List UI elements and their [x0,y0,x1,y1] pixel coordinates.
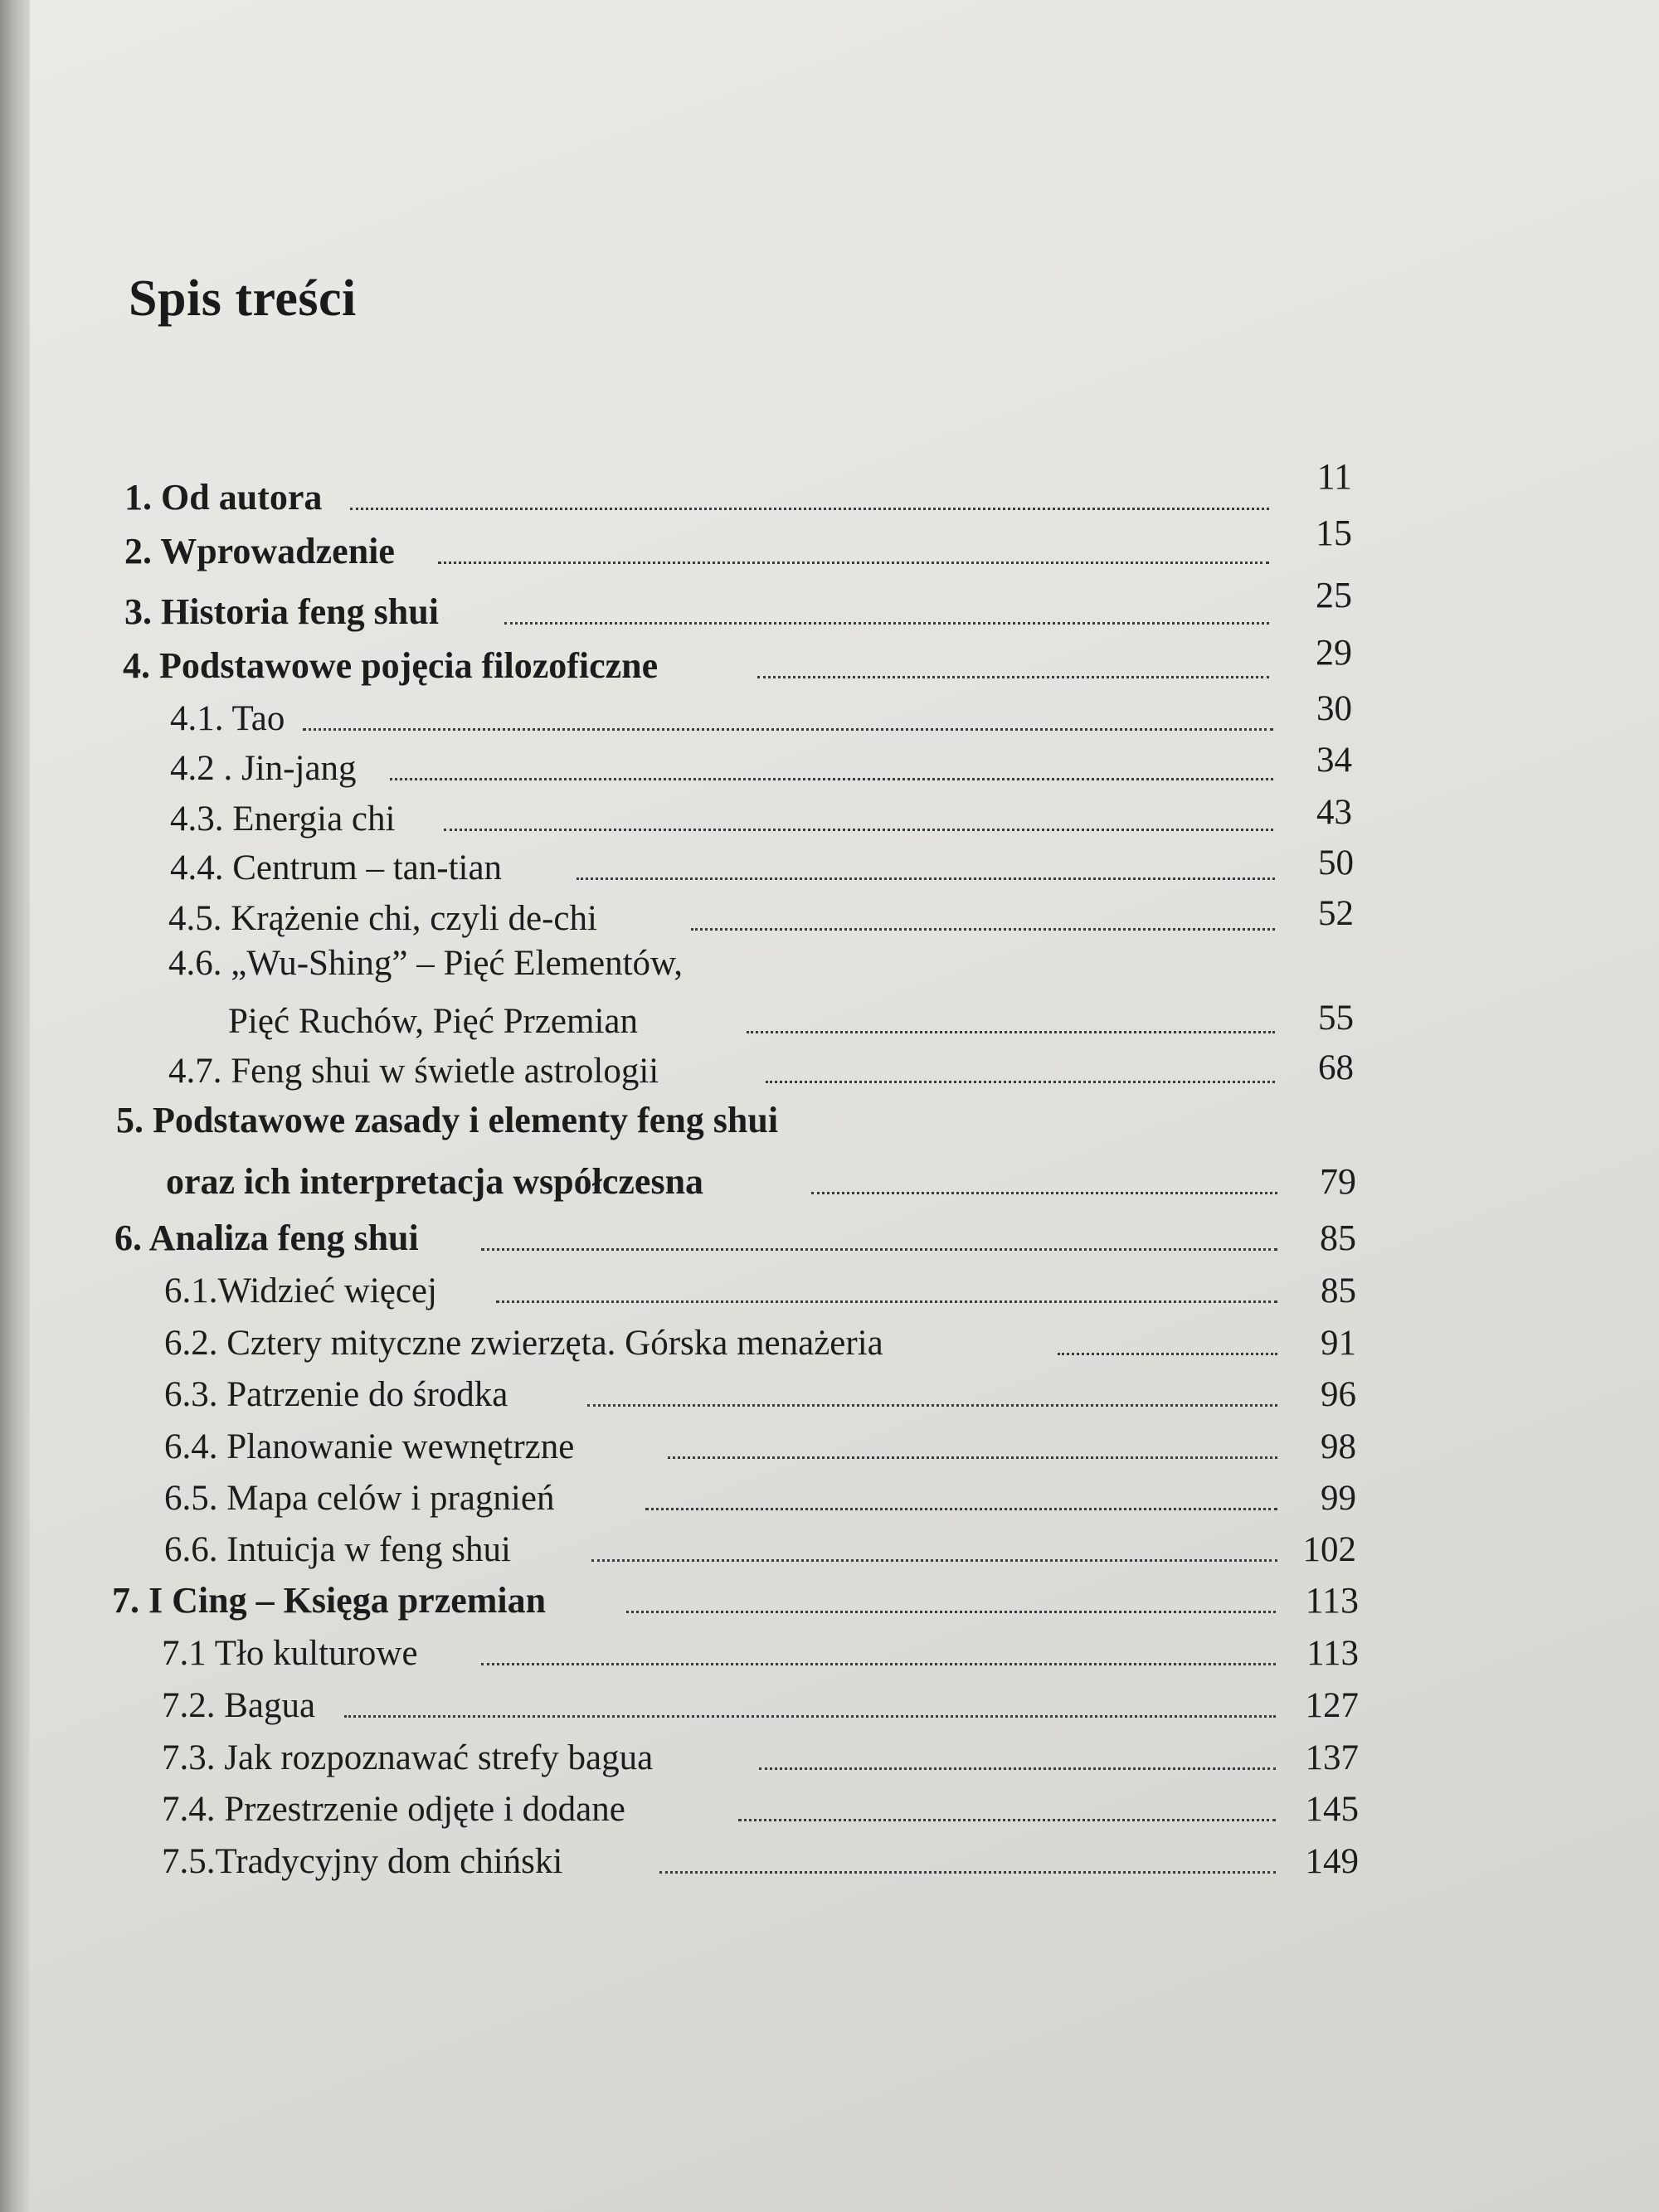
toc-entry-label: 4.1. Tao [170,699,285,738]
toc-subentry [162,1782,1359,1830]
toc-entry-page: 113 [1305,1580,1359,1621]
toc-entry-page: 137 [1305,1738,1359,1777]
dot-leader [759,1767,1276,1770]
toc-entry-label: 7.2. Bagua [162,1686,316,1725]
toc-entry-page: 11 [1316,456,1352,497]
dot-leader [504,622,1269,625]
dot-leader [1058,1353,1277,1355]
toc-entry [124,575,1352,633]
dot-leader [587,1404,1277,1407]
toc-entry-page: 99 [1321,1479,1356,1518]
toc-entry-label: 7.5.Tradycyjny dom chiński [162,1842,563,1881]
toc-subentry [164,1315,1356,1364]
page-title: Spis treści [129,270,357,327]
toc-entry-page: 50 [1318,843,1354,882]
toc-entry [112,1573,1359,1621]
toc-entry-page: 15 [1316,513,1352,553]
dot-leader [303,728,1273,731]
toc-entry-label: 1. Od autora [124,477,323,518]
dot-leader [766,1081,1275,1083]
toc-subentry [168,1043,1354,1091]
dot-leader [811,1192,1277,1194]
toc-subentry [170,691,1352,739]
toc-subentry [164,1471,1356,1519]
toc-entry-page: 43 [1316,793,1352,832]
toc-entry-label: 7.1 Tło kulturowe [162,1634,418,1673]
dot-leader [626,1611,1276,1613]
toc-subentry [164,1522,1356,1570]
toc-entry-page: 55 [1318,999,1354,1038]
toc-entry-page: 68 [1318,1048,1354,1087]
toc-entry-page: 127 [1305,1686,1359,1725]
toc-entry-page: 145 [1305,1790,1359,1829]
dot-leader [591,1559,1277,1562]
dot-leader [659,1871,1276,1874]
toc-entry-label: 6.1.Widzieć więcej [164,1271,437,1310]
toc-entry-label: 7.3. Jak rozpoznawać strefy bagua [162,1738,654,1777]
toc-entry-page: 98 [1321,1427,1356,1466]
toc-entry-label: 4.3. Energia chi [170,800,396,839]
toc-entry-label: 4.4. Centrum – tan-tian [170,848,503,887]
toc-entry-page: 52 [1318,894,1354,933]
toc-entry-page: 96 [1321,1375,1356,1414]
dot-leader [444,829,1273,831]
toc-subentry [164,1263,1356,1311]
dot-leader [577,878,1275,880]
toc-subentry [164,1367,1356,1415]
toc-entry-page: 30 [1316,689,1352,728]
toc-entry-label-cont: oraz ich interpretacja współczesna [166,1161,704,1202]
toc-subentry [164,1419,1356,1467]
toc-entry-page: 85 [1321,1271,1356,1310]
toc-entry-page: 85 [1320,1218,1356,1258]
toc-entry-page: 149 [1305,1842,1359,1881]
toc-entry-page: 34 [1316,741,1352,780]
toc-entry-page: 113 [1306,1634,1359,1673]
dot-leader [481,1248,1277,1251]
dot-leader [747,1031,1275,1033]
dot-leader [738,1819,1276,1821]
toc-subentry [228,994,1354,1042]
toc-entry-label: 6.3. Patrzenie do środka [164,1375,508,1414]
dot-leader [438,562,1269,564]
dot-leader [757,676,1269,678]
toc-entry-page: 29 [1316,632,1352,673]
toc-entry [124,456,1352,518]
dot-leader [481,1663,1276,1665]
toc-entry [166,1155,1356,1203]
dot-leader [691,928,1275,931]
toc-entry-label: 7. I Cing – Księga przemian [112,1580,547,1621]
toc-entry-label: 6.5. Mapa celów i pragnień [164,1479,555,1518]
toc-subentry [170,840,1354,888]
toc-subentry-first-line: 4.6. „Wu-Shing” – Pięć Elementów, [168,944,684,983]
toc-subentry [162,1678,1359,1726]
toc-entry-label: 6.2. Cztery mityczne zwierzęta. Górska menażeria [164,1324,883,1363]
toc-entry-label-cont: Pięć Ruchów, Pięć Przemian [228,1002,638,1041]
toc-subentry [170,741,1352,789]
toc-subentry [170,791,1352,839]
toc-entry [123,632,1352,687]
dot-leader [496,1300,1277,1303]
toc-entry-label: 6.4. Planowanie wewnętrzne [164,1427,575,1466]
toc-entry-label: 4. Podstawowe pojęcia filozoficzne [123,645,659,686]
toc-entry-page: 79 [1320,1161,1356,1202]
toc-entry [114,1211,1356,1259]
toc-entry-label: 6. Analiza feng shui [114,1218,419,1258]
dot-leader [668,1456,1277,1459]
dot-leader [350,508,1269,510]
toc-entry-label: 4.2 . Jin-jang [170,749,357,788]
toc-entry-label: 4.7. Feng shui w świetle astrologii [168,1052,659,1091]
toc-entry-label: 7.4. Przestrzenie odjęte i dodane [162,1790,625,1829]
toc-subentry [168,891,1354,939]
toc-entry-label: 4.5. Krążenie chi, czyli de-chi [168,899,597,938]
toc-entry [124,513,1352,572]
dot-leader [390,778,1273,780]
toc-subentry [162,1834,1359,1882]
toc-entry-page: 91 [1321,1324,1356,1363]
toc-entry-label: 3. Historia feng shui [124,591,439,632]
toc-entry-label: 6.6. Intuicja w feng shui [164,1530,511,1569]
dot-leader [645,1508,1277,1510]
toc-subentry [162,1730,1359,1778]
toc-entry-page: 25 [1316,575,1352,615]
dot-leader [344,1715,1276,1718]
toc-subentry [162,1626,1359,1674]
toc-entry-page: 102 [1302,1530,1356,1569]
toc-entry-first-line: 5. Podstawowe zasady i elementy feng shui [116,1100,779,1140]
toc-entry-label: 2. Wprowadzenie [124,531,395,571]
